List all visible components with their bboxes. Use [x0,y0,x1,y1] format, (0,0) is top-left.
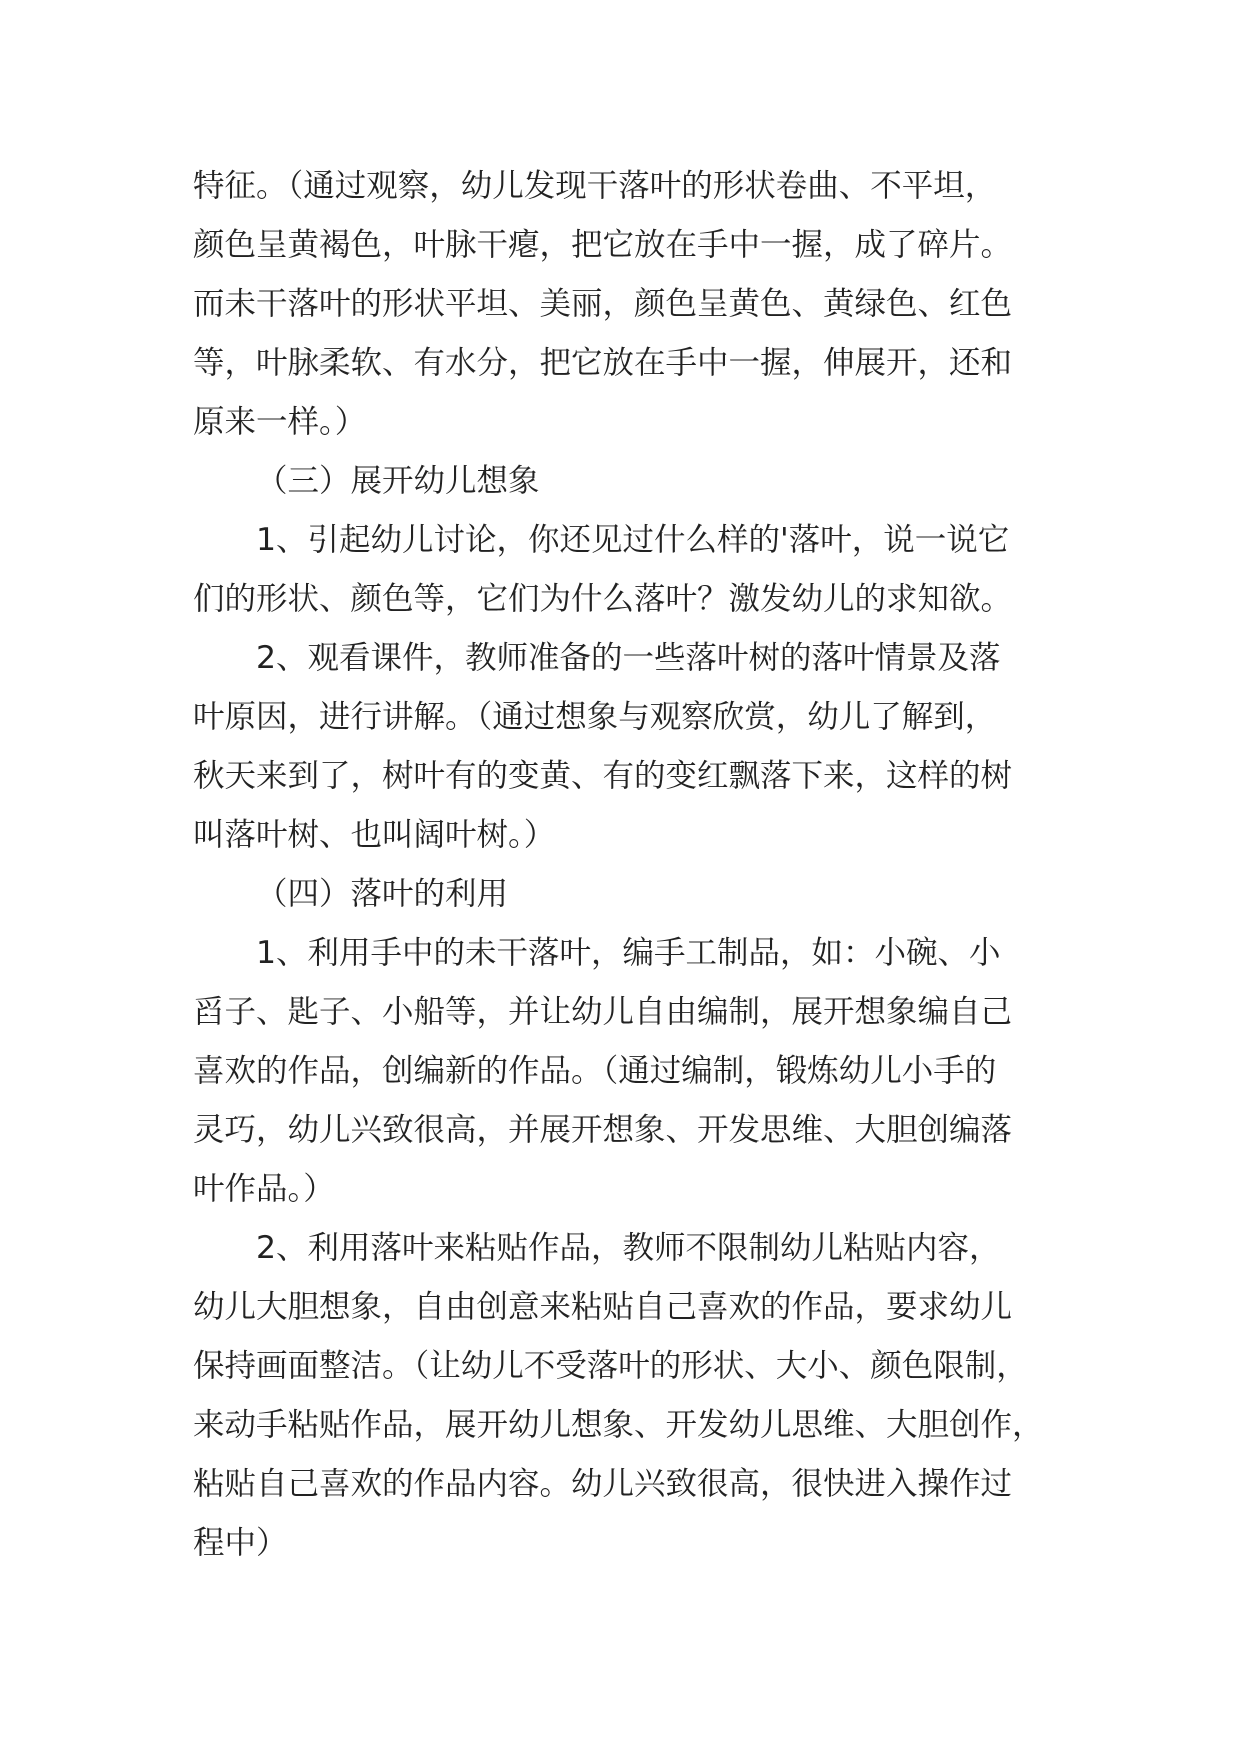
text-line: 灵巧，幼儿兴致很高，并展开想象、开发思维、大胆创编落 [193,1112,1013,1148]
indented-text-line: 1、利用手中的未干落叶，编手工制品，如：小碗、小 [256,935,1001,971]
indented-text-line: （三）展开幼儿想象 [256,463,540,499]
text-line: 粘贴自己喜欢的作品内容。幼儿兴致很高，很快进入操作过 [193,1466,1013,1502]
text-line: 叫落叶树、也叫阔叶树。） [193,817,556,853]
text-line: 等，叶脉柔软、有水分，把它放在手中一握，伸展开，还和 [193,345,1013,381]
text-line: 颜色呈黄褐色，叶脉干瘪，把它放在手中一握，成了碎片。 [193,227,1013,263]
text-line: 幼儿大胆想象，自由创意来粘贴自己喜欢的作品，要求幼儿 [193,1289,1013,1325]
text-line: 喜欢的作品，创编新的作品。（通过编制，锻炼幼儿小手的 [193,1053,997,1089]
indented-text-line: 1、引起幼儿讨论，你还见过什么样的'落叶，说一说它 [256,522,1010,558]
indented-text-line: （四）落叶的利用 [256,876,509,912]
text-line: 叶原因，进行讲解。（通过想象与观察欣赏，幼儿了解到， [193,699,997,735]
text-line: 特征。（通过观察，幼儿发现干落叶的形状卷曲、不平坦， [193,168,997,204]
text-line: 叶作品。） [193,1171,335,1207]
body-text [193,157,1068,1573]
text-line: 而未干落叶的形状平坦、美丽，颜色呈黄色、黄绿色、红色 [193,286,1013,322]
indented-text-line: 2、利用落叶来粘贴作品，教师不限制幼儿粘贴内容， [256,1230,1001,1266]
text-line: 来动手粘贴作品，展开幼儿想象、开发幼儿思维、大胆创作， [193,1407,1044,1443]
text-line: 舀子、匙子、小船等，并让幼儿自由编制，展开想象编自己 [193,994,1013,1030]
text-line: 秋天来到了，树叶有的变黄、有的变红飘落下来，这样的树 [193,758,1013,794]
text-line: 保持画面整洁。（让幼儿不受落叶的形状、大小、颜色限制， [193,1348,1028,1384]
text-line: 们的形状、颜色等，它们为什么落叶？激发幼儿的求知欲。 [193,581,1013,617]
text-line: 原来一样。） [193,404,367,440]
indented-text-line: 2、观看课件，教师准备的一些落叶树的落叶情景及落 [256,640,1001,676]
text-line: 程中） [193,1525,288,1561]
